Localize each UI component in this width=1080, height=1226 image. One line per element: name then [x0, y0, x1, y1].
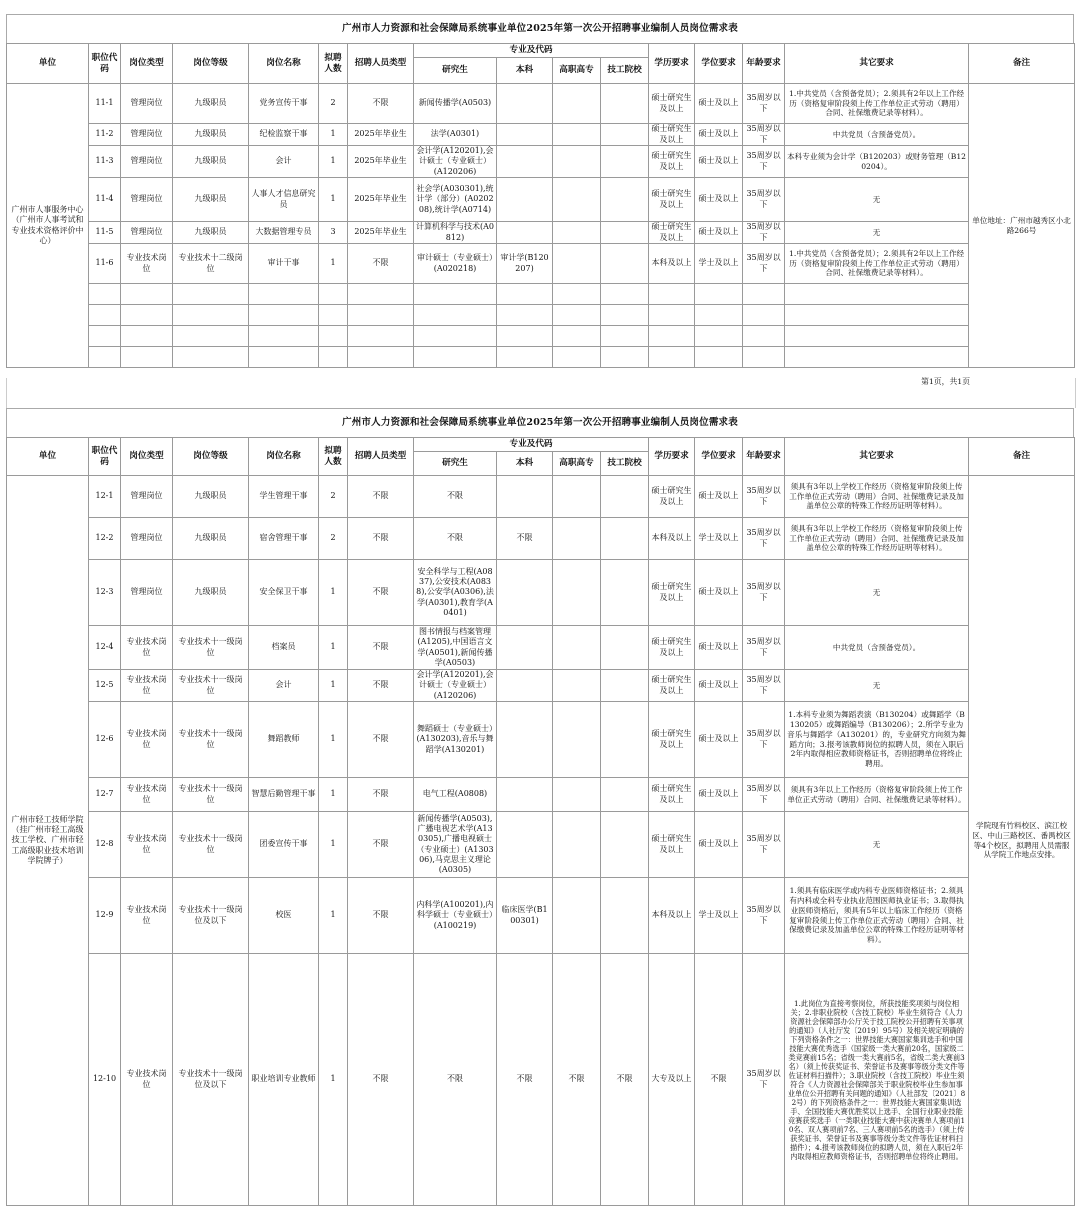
recruit-cell: 不限	[348, 560, 414, 626]
count-cell: 1	[319, 778, 348, 812]
age-cell: 35周岁以下	[743, 244, 785, 284]
voc-cell	[553, 812, 601, 878]
type-cell: 管理岗位	[121, 84, 173, 124]
tech-cell	[601, 222, 649, 244]
other-cell: 无	[785, 670, 969, 702]
type-cell: 管理岗位	[121, 476, 173, 518]
age-cell: 35周岁以下	[743, 178, 785, 222]
other-cell: 1.中共党员（含预备党员）；2.须具有2年以上工作经历（资格复审阶段须上传工作单位正式劳动（聘用）合同、社保缴费记录等材料）。	[785, 244, 969, 284]
degree-cell: 硕士及以上	[695, 84, 743, 124]
edu-cell: 硕士研究生及以上	[649, 476, 695, 518]
edu-cell: 本科及以上	[649, 244, 695, 284]
undergrad-cell	[497, 626, 553, 670]
recruit-cell: 不限	[348, 702, 414, 778]
position-cell: 职业培训专业教师	[249, 954, 319, 1206]
degree-cell: 硕士及以上	[695, 626, 743, 670]
grad-cell: 内科学(A100201),内科学硕士（专业硕士）(A100219)	[414, 878, 497, 954]
header-remark: 备注	[969, 44, 1075, 84]
page-gap	[6, 378, 1076, 408]
count-cell: 1	[319, 812, 348, 878]
undergrad-cell: 临床医学(B100301)	[497, 878, 553, 954]
voc-cell	[553, 124, 601, 146]
header-unit: 单位	[7, 44, 89, 84]
level-cell: 专业技术十二级岗位	[173, 244, 249, 284]
recruit-cell: 不限	[348, 670, 414, 702]
type-cell: 管理岗位	[121, 222, 173, 244]
position-cell: 学生管理干事	[249, 476, 319, 518]
voc-cell	[553, 702, 601, 778]
grad-cell: 会计学(A120201),会计硕士（专业硕士）(A120206)	[414, 670, 497, 702]
remark-cell: 单位地址：广州市越秀区小北路266号	[969, 84, 1075, 368]
type-cell: 专业技术岗位	[121, 626, 173, 670]
tech-cell: 不限	[601, 954, 649, 1206]
grad-cell: 舞蹈硕士（专业硕士）(A130203),音乐与舞蹈学(A130201)	[414, 702, 497, 778]
level-cell: 专业技术十一级岗位	[173, 812, 249, 878]
age-cell: 35周岁以下	[743, 626, 785, 670]
level-cell: 九级职员	[173, 124, 249, 146]
position-cell: 安全保卫干事	[249, 560, 319, 626]
empty-row	[7, 347, 1075, 368]
empty-row	[7, 305, 1075, 326]
code-cell: 11-1	[89, 84, 121, 124]
header-other: 其它要求	[785, 438, 969, 476]
code-cell: 11-2	[89, 124, 121, 146]
table-row	[7, 778, 1075, 812]
type-cell: 管理岗位	[121, 518, 173, 560]
undergrad-cell	[497, 84, 553, 124]
degree-cell: 硕士及以上	[695, 560, 743, 626]
voc-cell	[553, 778, 601, 812]
job-table-1	[6, 43, 1075, 368]
unit-cell: 广州市人事服务中心（广州市人事考试和专业技术资格评价中心）	[7, 84, 89, 368]
tech-cell	[601, 626, 649, 670]
age-cell: 35周岁以下	[743, 878, 785, 954]
degree-cell: 学士及以上	[695, 518, 743, 560]
level-cell: 九级职员	[173, 222, 249, 244]
grad-cell: 不限	[414, 476, 497, 518]
header-level: 岗位等级	[173, 438, 249, 476]
degree-cell: 学士及以上	[695, 244, 743, 284]
age-cell: 35周岁以下	[743, 778, 785, 812]
level-cell: 九级职员	[173, 178, 249, 222]
header-age: 年龄要求	[743, 44, 785, 84]
count-cell: 1	[319, 626, 348, 670]
header-tech: 技工院校	[601, 58, 649, 84]
level-cell: 九级职员	[173, 476, 249, 518]
grad-cell: 图书情报与档案管理(A1205),中国语言文学(A0501),新闻传播学(A0503)	[414, 626, 497, 670]
header-grad: 研究生	[414, 58, 497, 84]
table-row	[7, 84, 1075, 124]
position-cell: 纪检监察干事	[249, 124, 319, 146]
grad-cell: 审计硕士（专业硕士）(A020218)	[414, 244, 497, 284]
table-row	[7, 954, 1075, 1206]
age-cell: 35周岁以下	[743, 124, 785, 146]
table-row	[7, 626, 1075, 670]
degree-cell: 硕士及以上	[695, 702, 743, 778]
count-cell: 3	[319, 222, 348, 244]
edu-cell: 硕士研究生及以上	[649, 702, 695, 778]
voc-cell	[553, 518, 601, 560]
job-table-2	[6, 437, 1075, 1206]
position-cell: 会计	[249, 670, 319, 702]
degree-cell: 硕士及以上	[695, 670, 743, 702]
voc-cell	[553, 476, 601, 518]
code-cell: 12-7	[89, 778, 121, 812]
age-cell: 35周岁以下	[743, 222, 785, 244]
table-row	[7, 560, 1075, 626]
empty-row	[7, 326, 1075, 347]
grad-cell: 会计学(A120201),会计硕士（专业硕士）(A120206)	[414, 146, 497, 178]
type-cell: 专业技术岗位	[121, 954, 173, 1206]
recruit-cell: 不限	[348, 244, 414, 284]
tech-cell	[601, 778, 649, 812]
undergrad-cell	[497, 560, 553, 626]
level-cell: 专业技术十一级岗位及以下	[173, 954, 249, 1206]
table-row	[7, 476, 1075, 518]
degree-cell: 硕士及以上	[695, 178, 743, 222]
position-cell: 会计	[249, 146, 319, 178]
tech-cell	[601, 878, 649, 954]
code-cell: 12-5	[89, 670, 121, 702]
position-cell: 党务宣传干事	[249, 84, 319, 124]
undergrad-cell	[497, 778, 553, 812]
table-row	[7, 124, 1075, 146]
position-cell: 团委宣传干事	[249, 812, 319, 878]
undergrad-cell	[497, 476, 553, 518]
edu-cell: 硕士研究生及以上	[649, 778, 695, 812]
undergrad-cell	[497, 178, 553, 222]
code-cell: 12-6	[89, 702, 121, 778]
type-cell: 专业技术岗位	[121, 778, 173, 812]
position-cell: 宿舍管理干事	[249, 518, 319, 560]
header-code: 职位代码	[89, 44, 121, 84]
voc-cell	[553, 178, 601, 222]
voc-cell	[553, 878, 601, 954]
edu-cell: 本科及以上	[649, 878, 695, 954]
header-count: 拟聘人数	[319, 438, 348, 476]
other-cell: 无	[785, 222, 969, 244]
recruit-cell: 不限	[348, 878, 414, 954]
recruit-cell: 不限	[348, 626, 414, 670]
other-cell: 中共党员（含预备党员）。	[785, 124, 969, 146]
header-code: 职位代码	[89, 438, 121, 476]
recruit-cell: 2025年毕业生	[348, 222, 414, 244]
other-cell: 1.此岗位为直接考察岗位，所获技能奖项须与岗位相关；2.非职业院校（含技工院校）毕业生须符合《人力资源社会保障部办公厅关于技工院校公开招聘有关事项的通知》（人社厅发〔2019〕95号）及相关规定明确的下列资格条件之一：世界技能大赛国家集训选手和中国技能大赛优秀选手（国家级一类大赛前20名，国家级二类竞赛前15名；省级一类大赛前5名，省级二类大赛前3名）（须上传获奖证书、荣誉证书及赛事等级分类文件等佐证材料扫描件）；3.职业院校（含技工院校）毕业生须符合《人力资源社会保障部关于职业院校毕业生参加事业单位公开招聘有关问题的通知》（人社部发〔2021〕82号）的下列资格条件之一：世界技能大赛国家集训选手、全国技能大赛优胜奖以上选手、全国行业职业技能竞赛获奖选手（一类职业技能大赛中获决赛单人赛项前10名、双人赛项前7名、三人赛项前5名的选手）（须上传获奖证书、荣誉证书及赛事等级分类文件等佐证材料扫描件）；4.报考该教师岗位的拟聘人员，须在入职后2年内取得相应教师资格证书，否则招聘单位将终止聘用。	[785, 954, 969, 1206]
count-cell: 1	[319, 146, 348, 178]
count-cell: 1	[319, 178, 348, 222]
undergrad-cell: 不限	[497, 954, 553, 1206]
other-cell: 无	[785, 812, 969, 878]
tech-cell	[601, 146, 649, 178]
header-level: 岗位等级	[173, 44, 249, 84]
degree-cell: 硕士及以上	[695, 476, 743, 518]
header-voc: 高职高专	[553, 452, 601, 476]
grad-cell: 计算机科学与技术(A0812)	[414, 222, 497, 244]
tech-cell	[601, 84, 649, 124]
other-cell: 须具有3年以上工作经历（资格复审阶段须上传工作单位正式劳动（聘用）合同、社保缴费记录等材料）。	[785, 778, 969, 812]
grad-cell: 不限	[414, 954, 497, 1206]
tech-cell	[601, 124, 649, 146]
table-row	[7, 244, 1075, 284]
voc-cell	[553, 626, 601, 670]
degree-cell: 硕士及以上	[695, 222, 743, 244]
header-edu: 学历要求	[649, 438, 695, 476]
level-cell: 九级职员	[173, 518, 249, 560]
position-cell: 审计干事	[249, 244, 319, 284]
edu-cell: 硕士研究生及以上	[649, 84, 695, 124]
table-row	[7, 878, 1075, 954]
header-tech: 技工院校	[601, 452, 649, 476]
count-cell: 2	[319, 84, 348, 124]
header-type: 岗位类型	[121, 44, 173, 84]
recruit-cell: 不限	[348, 778, 414, 812]
edu-cell: 大专及以上	[649, 954, 695, 1206]
position-cell: 大数据管理专员	[249, 222, 319, 244]
header-major: 专业及代码	[414, 438, 649, 452]
count-cell: 1	[319, 878, 348, 954]
grad-cell: 电气工程(A0808)	[414, 778, 497, 812]
other-cell: 1.中共党员（含预备党员）；2.须具有2年以上工作经历（资格复审阶段须上传工作单位正式劳动（聘用）合同、社保缴费记录等材料）。	[785, 84, 969, 124]
age-cell: 35周岁以下	[743, 146, 785, 178]
other-cell: 须具有3年以上学校工作经历（资格复审阶段须上传工作单位正式劳动（聘用）合同、社保缴费记录及加盖单位公章的特殊工作经历证明等材料）。	[785, 476, 969, 518]
grad-cell: 不限	[414, 518, 497, 560]
age-cell: 35周岁以下	[743, 518, 785, 560]
type-cell: 专业技术岗位	[121, 670, 173, 702]
other-cell: 无	[785, 560, 969, 626]
level-cell: 专业技术十一级岗位及以下	[173, 878, 249, 954]
code-cell: 12-4	[89, 626, 121, 670]
header-voc: 高职高专	[553, 58, 601, 84]
position-cell: 档案员	[249, 626, 319, 670]
remark-cell: 学院现有竹料校区、滨江校区、中山三路校区、番禺校区等4个校区，拟聘用人员需服从学院工作地点安排。	[969, 476, 1075, 1206]
table-row	[7, 222, 1075, 244]
edu-cell: 硕士研究生及以上	[649, 626, 695, 670]
table-row	[7, 702, 1075, 778]
edu-cell: 硕士研究生及以上	[649, 124, 695, 146]
type-cell: 管理岗位	[121, 178, 173, 222]
voc-cell	[553, 670, 601, 702]
edu-cell: 本科及以上	[649, 518, 695, 560]
header-edu: 学历要求	[649, 44, 695, 84]
table-row	[7, 178, 1075, 222]
code-cell: 12-8	[89, 812, 121, 878]
header-unit: 单位	[7, 438, 89, 476]
voc-cell	[553, 84, 601, 124]
count-cell: 1	[319, 124, 348, 146]
grad-cell: 法学(A0301)	[414, 124, 497, 146]
table-row	[7, 518, 1075, 560]
grad-cell: 安全科学与工程(A0837),公安技术(A0838),公安学(A0306),法学(A0301),教育学(A0401)	[414, 560, 497, 626]
header-grad: 研究生	[414, 452, 497, 476]
count-cell: 1	[319, 560, 348, 626]
voc-cell	[553, 244, 601, 284]
tech-cell	[601, 244, 649, 284]
edu-cell: 硕士研究生及以上	[649, 812, 695, 878]
other-cell: 无	[785, 178, 969, 222]
degree-cell: 硕士及以上	[695, 778, 743, 812]
age-cell: 35周岁以下	[743, 812, 785, 878]
grad-cell: 新闻传播学(A0503)	[414, 84, 497, 124]
level-cell: 专业技术十一级岗位	[173, 670, 249, 702]
recruit-cell: 不限	[348, 476, 414, 518]
other-cell: 1.本科专业须为舞蹈表演（B130204）或舞蹈学（B130205）或舞蹈编导（B130206）；2.所学专业为音乐与舞蹈学（A130201）的，专业研究方向须为舞蹈方向；3.报考该教师岗位的拟聘人员，须在入职后2年内取得相应教师资格证书，否则招聘单位将终止聘用。	[785, 702, 969, 778]
edu-cell: 硕士研究生及以上	[649, 670, 695, 702]
grad-cell: 新闻传播学(A0503),广播电视艺术学(A130305),广播电视硕士（专业硕士）(A130306),马克思主义理论(A0305)	[414, 812, 497, 878]
header-undergrad: 本科	[497, 452, 553, 476]
degree-cell: 不限	[695, 954, 743, 1206]
age-cell: 35周岁以下	[743, 84, 785, 124]
table-row	[7, 812, 1075, 878]
undergrad-cell: 审计学(B120207)	[497, 244, 553, 284]
level-cell: 九级职员	[173, 84, 249, 124]
header-degree: 学位要求	[695, 44, 743, 84]
level-cell: 专业技术十一级岗位	[173, 626, 249, 670]
undergrad-cell	[497, 222, 553, 244]
recruit-cell: 2025年毕业生	[348, 146, 414, 178]
table-page-1	[6, 14, 1074, 386]
degree-cell: 硕士及以上	[695, 812, 743, 878]
edu-cell: 硕士研究生及以上	[649, 222, 695, 244]
table-row	[7, 670, 1075, 702]
type-cell: 专业技术岗位	[121, 878, 173, 954]
header-name: 岗位名称	[249, 44, 319, 84]
page-title: 广州市人力资源和社会保障局系统事业单位2025年第一次公开招聘事业编制人员岗位需求表	[6, 408, 1074, 437]
tech-cell	[601, 812, 649, 878]
header-degree: 学位要求	[695, 438, 743, 476]
header-recruit: 招聘人员类型	[348, 44, 414, 84]
recruit-cell: 不限	[348, 812, 414, 878]
header-other: 其它要求	[785, 44, 969, 84]
tech-cell	[601, 560, 649, 626]
tech-cell	[601, 670, 649, 702]
header-remark: 备注	[969, 438, 1075, 476]
age-cell: 35周岁以下	[743, 476, 785, 518]
count-cell: 2	[319, 518, 348, 560]
type-cell: 管理岗位	[121, 560, 173, 626]
page-title: 广州市人力资源和社会保障局系统事业单位2025年第一次公开招聘事业编制人员岗位需求表	[6, 14, 1074, 43]
header-age: 年龄要求	[743, 438, 785, 476]
recruit-cell: 2025年毕业生	[348, 178, 414, 222]
type-cell: 专业技术岗位	[121, 702, 173, 778]
header-name: 岗位名称	[249, 438, 319, 476]
edu-cell: 硕士研究生及以上	[649, 146, 695, 178]
degree-cell: 硕士及以上	[695, 146, 743, 178]
count-cell: 1	[319, 702, 348, 778]
voc-cell	[553, 560, 601, 626]
edu-cell: 硕士研究生及以上	[649, 178, 695, 222]
code-cell: 11-3	[89, 146, 121, 178]
count-cell: 2	[319, 476, 348, 518]
other-cell: 须具有3年以上学校工作经历（资格复审阶段须上传工作单位正式劳动（聘用）合同、社保缴费记录及加盖单位公章的特殊工作经历证明等材料）。	[785, 518, 969, 560]
undergrad-cell	[497, 812, 553, 878]
unit-cell: 广州市轻工技师学院（挂广州市轻工高级技工学校、广州市轻工高级职业技术培训学院牌子）	[7, 476, 89, 1206]
type-cell: 管理岗位	[121, 146, 173, 178]
undergrad-cell	[497, 146, 553, 178]
level-cell: 九级职员	[173, 146, 249, 178]
header-undergrad: 本科	[497, 58, 553, 84]
edu-cell: 硕士研究生及以上	[649, 560, 695, 626]
level-cell: 专业技术十一级岗位	[173, 702, 249, 778]
recruit-cell: 不限	[348, 518, 414, 560]
degree-cell: 硕士及以上	[695, 124, 743, 146]
empty-row	[7, 284, 1075, 305]
type-cell: 专业技术岗位	[121, 812, 173, 878]
position-cell: 人事人才信息研究员	[249, 178, 319, 222]
undergrad-cell: 不限	[497, 518, 553, 560]
other-cell: 中共党员（含预备党员）。	[785, 626, 969, 670]
type-cell: 专业技术岗位	[121, 244, 173, 284]
recruit-cell: 不限	[348, 84, 414, 124]
header-type: 岗位类型	[121, 438, 173, 476]
code-cell: 12-2	[89, 518, 121, 560]
type-cell: 管理岗位	[121, 124, 173, 146]
age-cell: 35周岁以下	[743, 702, 785, 778]
voc-cell: 不限	[553, 954, 601, 1206]
recruit-cell: 2025年毕业生	[348, 124, 414, 146]
degree-cell: 学士及以上	[695, 878, 743, 954]
header-count: 拟聘人数	[319, 44, 348, 84]
other-cell: 本科专业须为会计学（B120203）或财务管理（B120204）。	[785, 146, 969, 178]
code-cell: 11-5	[89, 222, 121, 244]
undergrad-cell	[497, 124, 553, 146]
level-cell: 专业技术十一级岗位	[173, 778, 249, 812]
count-cell: 1	[319, 670, 348, 702]
age-cell: 35周岁以下	[743, 560, 785, 626]
code-cell: 11-6	[89, 244, 121, 284]
code-cell: 12-10	[89, 954, 121, 1206]
tech-cell	[601, 518, 649, 560]
voc-cell	[553, 222, 601, 244]
age-cell: 35周岁以下	[743, 954, 785, 1206]
undergrad-cell	[497, 670, 553, 702]
page-number: 第1页，共1页	[921, 377, 970, 386]
position-cell: 智慧后勤管理干事	[249, 778, 319, 812]
position-cell: 舞蹈教师	[249, 702, 319, 778]
code-cell: 12-1	[89, 476, 121, 518]
level-cell: 九级职员	[173, 560, 249, 626]
count-cell: 1	[319, 244, 348, 284]
header-major: 专业及代码	[414, 44, 649, 58]
header-recruit: 招聘人员类型	[348, 438, 414, 476]
table-page-2	[6, 408, 1074, 1206]
recruit-cell: 不限	[348, 954, 414, 1206]
code-cell: 12-3	[89, 560, 121, 626]
tech-cell	[601, 476, 649, 518]
code-cell: 12-9	[89, 878, 121, 954]
age-cell: 35周岁以下	[743, 670, 785, 702]
voc-cell	[553, 146, 601, 178]
tech-cell	[601, 702, 649, 778]
other-cell: 1.须具有临床医学或内科专业医师资格证书；2.须具有内科或全科专业执业范围医师执业证书；3.取得执业医师资格后，须具有5年以上临床工作经历（资格复审阶段须上传工作单位正式劳动（聘用）合同、社保缴费记录及加盖单位公章的特殊工作经历证明等材料）。	[785, 878, 969, 954]
table-row	[7, 146, 1075, 178]
grad-cell: 社会学(A030301),统计学（部分）(A020208),统计学(A0714)	[414, 178, 497, 222]
position-cell: 校医	[249, 878, 319, 954]
count-cell: 1	[319, 954, 348, 1206]
code-cell: 11-4	[89, 178, 121, 222]
tech-cell	[601, 178, 649, 222]
undergrad-cell	[497, 702, 553, 778]
